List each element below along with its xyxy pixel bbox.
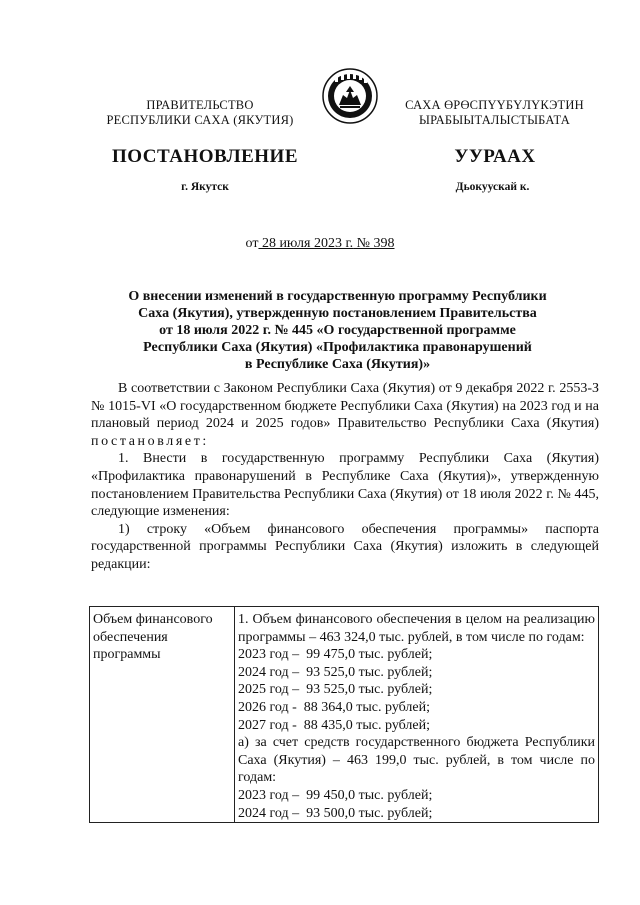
issuer-right — [392, 98, 597, 128]
title-line: Республики Саха (Якутия) «Профилактика правонарушений — [143, 340, 532, 355]
number-sign: № — [353, 236, 374, 251]
resolves-word: постановляет: — [91, 433, 209, 449]
year-line: 2025 год – 93 525,0 тыс. рублей; — [238, 682, 433, 698]
document-number: 398 — [373, 236, 395, 251]
dateline-prefix: от — [245, 236, 259, 251]
table-row — [90, 607, 599, 823]
city-right: Дьокуускай к. — [455, 181, 530, 193]
paragraph-preamble — [91, 380, 599, 450]
issuer-left-line1: ПРАВИТЕЛЬСТВО — [146, 98, 254, 112]
financing-table — [89, 606, 599, 823]
financing-sub-a: а) за счет средств государственного бюджета Республики Саха (Якутия) – 463 199,0 тыс. рублей, в том числе по годам: — [238, 735, 595, 786]
document-date: 28 июля 2023 г. — [258, 236, 354, 251]
year-line: 2024 год – 93 525,0 тыс. рублей; — [238, 664, 433, 680]
title-line: от 18 июля 2022 г. № 445 «О государственной программе — [159, 323, 516, 338]
issuer-right-line2: ЫРАБЫЫТАЛЫСТЫБАТА — [419, 113, 570, 127]
title-line: Саха (Якутия), утвержденную постановлением Правительства — [138, 306, 537, 321]
doc-kind-right: УУРААХ — [454, 146, 536, 167]
document-body — [91, 380, 599, 574]
issuer-right-line1: САХА ӨРӨСПҮҮБҮЛҮКЭТИН — [405, 98, 584, 112]
paragraph-item-1: 1. Внести в государственную программу Республики Саха (Якутия) «Профилактика правонарушений в Республике Саха (Якутия)», утвержденную постановлением Правительства Республики Саха (Якутия) от 18 июля 2022 г. № 445, следующие изменения: — [91, 451, 599, 520]
city-left: г. Якутск — [181, 181, 229, 193]
year-line: 2026 год - 88 364,0 тыс. рублей; — [238, 699, 431, 715]
document-dateline — [0, 236, 640, 252]
preamble-text: В соответствии с Законом Республики Саха (Якутия) от 9 декабря 2022 г. 2553-З № 1015-VI «О государственном бюджете Республики Саха (Якутия) на 2023 год и на плановый период 2024 и 2025 годов» Правительство Республики Саха (Якутия) — [91, 381, 599, 432]
financing-intro: 1. Объем финансового обеспечения в целом на реализацию программы – 463 324,0 тыс. рублей, в том числе по годам: — [238, 612, 595, 645]
issuer-left — [70, 98, 330, 128]
title-line: в Республике Саха (Якутия)» — [244, 357, 431, 372]
row-label: Объем финансового обеспечения программы — [90, 607, 235, 823]
title-line: О внесении изменений в государственную программу Республики — [128, 289, 547, 304]
paragraph-subitem-1: 1) строку «Объем финансового обеспечения программы» паспорта государственной программы Республики Саха (Якутия) изложить в следующей редакции: — [91, 521, 599, 572]
year-line: 2024 год – 93 500,0 тыс. рублей; — [238, 805, 433, 821]
row-content — [235, 607, 599, 823]
doc-kind-left: ПОСТАНОВЛЕНИЕ — [111, 146, 299, 167]
coat-of-arms-icon — [322, 68, 378, 124]
issuer-left-line2: РЕСПУБЛИКИ САХА (ЯКУТИЯ) — [106, 113, 294, 127]
document-title — [100, 288, 575, 373]
year-line: 2023 год – 99 450,0 тыс. рублей; — [238, 787, 433, 803]
year-line: 2023 год – 99 475,0 тыс. рублей; — [238, 647, 433, 663]
year-line: 2027 год - 88 435,0 тыс. рублей; — [238, 717, 431, 733]
